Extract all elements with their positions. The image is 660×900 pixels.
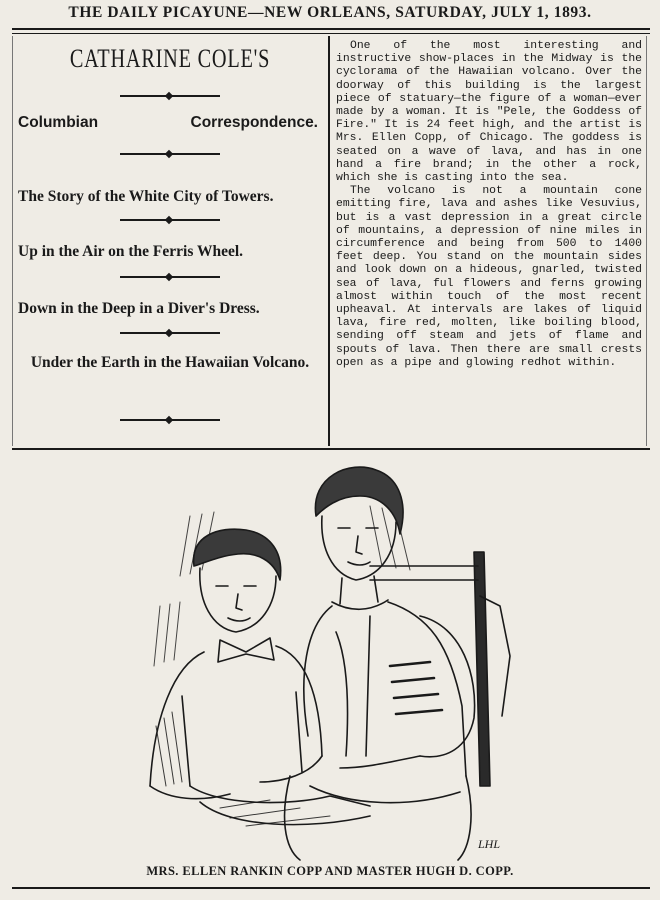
rule-bottom [12, 887, 650, 889]
headline-4: Under the Earth in the Hawaiian Volcano. [30, 354, 310, 371]
portrait-illustration [70, 456, 590, 862]
column-divider [328, 36, 330, 446]
ornament-divider [120, 416, 220, 424]
article-body [336, 40, 642, 370]
subtitle-word-2: Correspondence. [190, 114, 318, 131]
rule-middle [12, 448, 650, 450]
ornament-divider [120, 329, 220, 337]
headline-3: Down in the Deep in a Diver's Dress. [18, 300, 260, 317]
edge-right [646, 36, 647, 446]
article-paragraph-1: One of the most interesting and instructive show-places in the Midway is the cyclorama of the Hawaiian volcano. Over the doorway of this building is the largest piece of statuary—the figure of a woman—ever made by a woman. It is "Pele, the Goddess of Fire." It is 24 feet high, and the artist is Mrs. Ellen Copp, of Chicago. The goddess is seated on a wave of lava, and has in one hand a fire brand; in the other a rock, which she is casting into the sea. [336, 40, 642, 185]
edge-left [12, 36, 13, 446]
ornament-divider [120, 273, 220, 281]
headline-2: Up in the Air on the Ferris Wheel. [18, 243, 244, 260]
masthead: THE DAILY PICAYUNE—NEW ORLEANS, SATURDAY, JULY 1, 1893. [68, 4, 592, 21]
article-paragraph-2: The volcano is not a mountain cone emitting fire, lava and ashes like Vesuvius, but is a vast depression in a great circle of mountains, a depression of nine miles in circumference and being from 500 to 1400 feet deep. You stand on the mountain sides and look down on a hideous, gnarled, twisted sea of lava, ful flowers and ferns growing almost within touch of the most recent upheaval. At intervals are lakes of liquid lava, fire red, molten, like boiling blood, sending off steam and jets of flame and spouts of lava. Then there are small crests open as a pipe and glowing redhot within. [336, 185, 642, 369]
headline-column [14, 36, 326, 446]
artist-signature: LHL [478, 837, 501, 851]
rule-top [12, 28, 650, 30]
illustration-caption: MRS. ELLEN RANKIN COPP AND MASTER HUGH D. COPP. [146, 864, 514, 878]
ornament-divider [120, 92, 220, 100]
rule-top-thin [12, 33, 650, 34]
ornament-divider [120, 150, 220, 158]
ornament-divider [120, 216, 220, 224]
headline-1: The Story of the White City of Towers. [18, 188, 274, 205]
subtitle-word-1: Columbian [18, 114, 99, 131]
title-subtitle [18, 114, 318, 132]
title-name: CATHARINE COLE'S [69, 44, 271, 73]
